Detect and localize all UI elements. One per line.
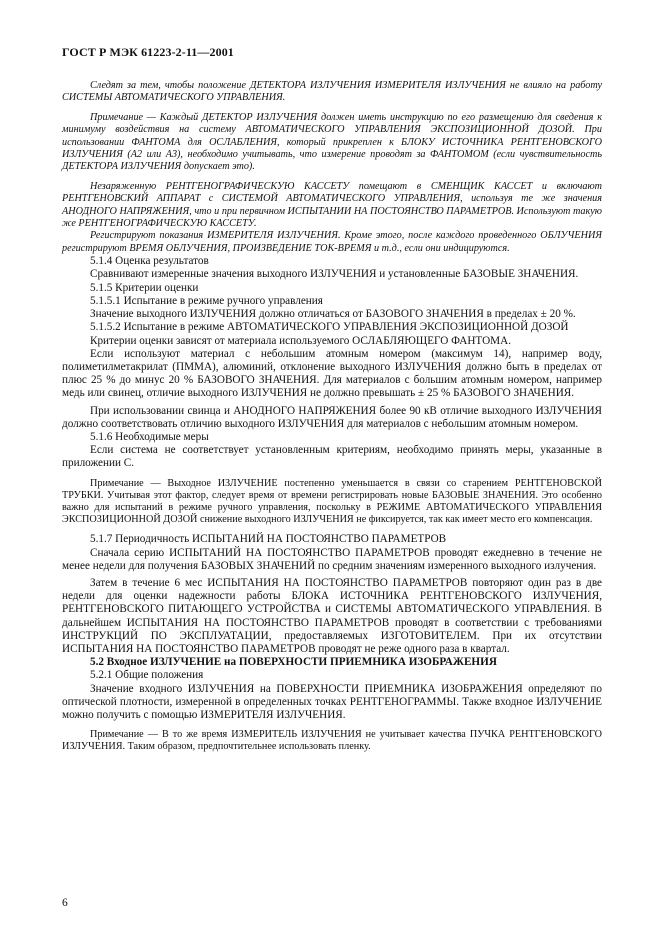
note-italic: Примечание — Каждый ДЕТЕКТОР ИЗЛУЧЕНИЯ должен иметь инструкцию по его размещению для сведения к минимуму воздействия на систему АВТОМАТИЧЕСКОГО УПРАВЛЕНИЯ ЭКСПОЗИЦИОННОЙ ДОЗОЙ. При использовании ФАНТОМА для ОСЛАБЛЕНИЯ, который прикреплен к БЛОКУ ИСТОЧНИКА РЕНТГЕНОВСКОГО ИЗЛУЧЕНИЯ (А2 или А3), необходимо учитывать, что измерение проводят за ФАНТОМОМ (если чувствительность ДЕТЕКТОРА ИЗЛУЧЕНИЯ допускает это). — [62, 111, 602, 173]
section-heading: 5.1.7 Периодичность ИСПЫТАНИЙ НА ПОСТОЯНСТВО ПАРАМЕТРОВ — [90, 533, 447, 546]
paragraph: Следят за тем, чтобы положение ДЕТЕКТОРА ИЗЛУЧЕНИЯ ИЗМЕРИТЕЛЯ ИЗЛУЧЕНИЯ не влияло на работу СИСТЕМЫ АВТОМАТИЧЕСКОГО УПРАВЛЕНИЯ. — [62, 80, 602, 104]
section-heading: 5.2.1 Общие положения — [90, 669, 204, 682]
paragraph: Значение выходного ИЗЛУЧЕНИЯ должно отличаться от БАЗОВОГО ЗНАЧЕНИЯ в пределах ± 20 %. — [90, 308, 576, 321]
section-heading: 5.1.6 Необходимые меры — [90, 430, 209, 443]
section-heading: 5.1.5.2 Испытание в режиме АВТОМАТИЧЕСКОГО УПРАВЛЕНИЯ ЭКСПОЗИЦИОННОЙ ДОЗОЙ — [90, 321, 569, 334]
paragraph: Затем в течение 6 мес ИСПЫТАНИЯ НА ПОСТОЯНСТВО ПАРАМЕТРОВ повторяют один раз в две недели для оценки надежности работы БЛОКА ИСТОЧНИКА РЕНТГЕНОВСКОГО ИЗЛУЧЕНИЯ, РЕНТГЕНОВСКОГО ПИТАЮЩЕГО УСТРОЙСТВА и СИСТЕМЫ АВТОМАТИЧЕСКОГО УПРАВЛЕНИЯ. В дальнейшем ИСПЫТАНИЯ НА ПОСТОЯНСТВО ПАРАМЕТРОВ проводят в соответствии с требованиями ИНСТРУКЦИЙ ПО ЭКСПЛУАТАЦИИ, предоставляемых ИЗГОТОВИТЕЛЕМ. При их отсутствии ИСПЫТАНИЯ НА ПОСТОЯНСТВО ПАРАМЕТРОВ проводят не реже одного раза в квартал. — [62, 576, 602, 655]
paragraph: Сравнивают измеренные значения выходного ИЗЛУЧЕНИЯ и установленные БАЗОВЫЕ ЗНАЧЕНИЯ. — [90, 268, 579, 281]
paragraph: Если используют материал с небольшим атомным номером (максимум 14), например воду, полиметилметакрилат (ПММА), алюминий, отклонение выходного ИЗЛУЧЕНИЯ должно быть в пределах от плюс 25 % до минус 20 % БАЗОВОГО ЗНАЧЕНИЯ. Для материалов с большим атомным номером, например медь или свинец, отличие выходного ИЗЛУЧЕНИЯ не должно превышать ± 25 % БАЗОВОГО ЗНАЧЕНИЯ. — [62, 347, 602, 400]
page-number: 6 — [62, 897, 68, 909]
note: Примечание — В то же время ИЗМЕРИТЕЛЬ ИЗЛУЧЕНИЯ не учитывает качества ПУЧКА РЕНТГЕНОВСКОГО ИЗЛУЧЕНИЯ. Таким образом, предпочтительнее использовать пленку. — [62, 729, 602, 753]
section-heading: 5.1.5.1 Испытание в режиме ручного управления — [90, 294, 323, 307]
document-page — [62, 45, 602, 754]
paragraph: Критерии оценки зависят от материала используемого ОСЛАБЛЯЮЩЕГО ФАНТОМА. — [90, 334, 511, 347]
paragraph: Сначала серию ИСПЫТАНИЙ НА ПОСТОЯНСТВО ПАРАМЕТРОВ проводят ежедневно в течение не менее недели для получения БАЗОВЫХ ЗНАЧЕНИЙ по средним значениям измеренного выходного излучения. — [62, 546, 602, 572]
note: Примечание — Выходное ИЗЛУЧЕНИЕ постепенно уменьшается в связи со старением РЕНТГЕНОВСКОЙ ТРУБКИ. Учитывая этот фактор, следует время от времени регистрировать новые БАЗОВЫЕ ЗНАЧЕНИЯ. Это особенно важно для испытаний в режиме ручного управления, поскольку в РЕЖИМЕ АВТОМАТИЧЕСКОГО УПРАВЛЕНИЯ ЭКСПОЗИЦИОННОЙ ДОЗОЙ снижение выходного ИЗЛУЧЕНИЯ не фиксируется, так как имеет место его компенсация. — [62, 477, 602, 526]
section-heading: 5.1.5 Критерии оценки — [90, 281, 199, 294]
paragraph: Значение входного ИЗЛУЧЕНИЯ на ПОВЕРХНОСТИ ПРИЕМНИКА ИЗОБРАЖЕНИЯ определяют по оптической плотности, измеренной в определенных точках РЕНТГЕНОГРАММЫ. Также входное ИЗЛУЧЕНИЕ можно получить с помощью ИЗМЕРИТЕЛЯ ИЗЛУЧЕНИЯ. — [62, 682, 602, 721]
paragraph: При использовании свинца и АНОДНОГО НАПРЯЖЕНИЯ более 90 кВ отличие выходного ИЗЛУЧЕНИЯ должно соответствовать отличию выходного ИЗЛУЧЕНИЯ для материалов с небольшим атомным номером. — [62, 404, 602, 430]
paragraph: Регистрируют показания ИЗМЕРИТЕЛЯ ИЗЛУЧЕНИЯ. Кроме этого, после каждого проведенного ОБЛУЧЕНИЯ регистрируют ВРЕМЯ ОБЛУЧЕНИЯ, ПРОИЗВЕДЕНИЕ ТОК-ВРЕМЯ и т.д., если они индицируются. — [62, 230, 602, 254]
paragraph: Если система не соответствует установленным критериям, необходимо принять меры, указанные в приложении С. — [62, 444, 602, 470]
section-heading: 5.2 Входное ИЗЛУЧЕНИЕ на ПОВЕРХНОСТИ ПРИЕМНИКА ИЗОБРАЖЕНИЯ — [90, 656, 497, 669]
document-header: ГОСТ Р МЭК 61223-2-11—2001 — [62, 45, 234, 59]
section-heading: 5.1.4 Оценка результатов — [90, 255, 209, 268]
paragraph: Незаряженную РЕНТГЕНОГРАФИЧЕСКУЮ КАССЕТУ помещают в СМЕНЩИК КАССЕТ и включают РЕНТГЕНОВСКИЙ АППАРАТ с СИСТЕМОЙ АВТОМАТИЧЕСКОГО УПРАВЛЕНИЯ, используя те же значения АНОДНОГО НАПРЯЖЕНИЯ, что и при первичном ИСПЫТАНИИ НА ПОСТОЯНСТВО ПАРАМЕТРОВ. Используют такую же РЕНТГЕНОГРАФИЧЕСКУЮ КАССЕТУ. — [62, 180, 602, 230]
